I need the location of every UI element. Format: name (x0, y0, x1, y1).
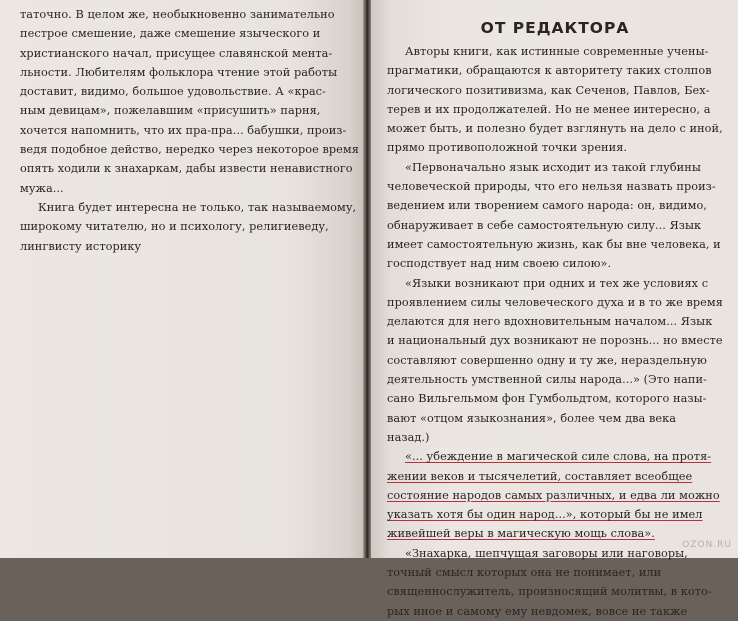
text-line: «Знахарка, шепчущая заговоры или наговоры, (405, 546, 688, 560)
left-page-text (20, 5, 359, 256)
text-line: деятельность умственной силы народа...» (Это напи- (387, 373, 707, 387)
text-line: господствует над ним своею силою». (387, 257, 612, 271)
text-line: христианского начал, присущее славянской мента- (20, 46, 333, 60)
left-page (0, 0, 363, 558)
text-line: назад.) (387, 430, 430, 444)
text-line: таточно. В целом же, необыкновенно занимательно (20, 8, 335, 21)
text-line: «Языки возникают при одних и тех же условиях с (405, 276, 709, 290)
text-line-underlined: жении веков и тысячелетий, составляет всеобщее (387, 469, 693, 483)
text-line: льности. Любителям фольклора чтение этой работы (20, 65, 338, 79)
text-line-underlined: «... убеждение в магической силе слова, на протя- (405, 450, 712, 464)
text-line: ным девицам», пожелавшим «присушить» парня, (20, 104, 321, 118)
text-line: делаются для него вдохновительным началом... Язык (387, 315, 713, 329)
text-line: пестрое смешение, даже смешение языческого и (20, 27, 321, 41)
text-line: Книга будет интересна не только, так называемому, (38, 200, 357, 214)
right-page-text (387, 6, 723, 621)
text-line: ведя подобное действо, нередко через некоторое время (20, 143, 359, 157)
text-line: ведением или творением самого народа: он, видимо, (387, 199, 707, 213)
text-line: точный смысл которых она не понимает, или (387, 566, 662, 580)
text-line: обнаруживает в себе самостоятельную силу... Язык (387, 218, 702, 232)
watermark: OZON.RU (682, 540, 732, 550)
text-line: священнослужитель, произносящий молитвы, в кото- (387, 585, 712, 599)
text-line: лингвисту историку (20, 239, 142, 253)
text-line: прагматики, обращаются к авторитету таких столпов (387, 64, 712, 78)
text-line: опять ходили к знахаркам, дабы извести ненавистного (20, 162, 353, 176)
text-line: сано Вильгельмом фон Гумбольдтом, которого назы- (387, 392, 707, 406)
text-line: Авторы книги, как истинные современные учены- (405, 45, 709, 58)
text-line: логического позитивизма, как Сеченов, Павлов, Бех- (387, 83, 710, 97)
text-line: хочется напомнить, что их пра-пра... бабушки, произ- (20, 123, 347, 137)
text-line-underlined: живейшей веры в магическую мощь слова». (387, 527, 655, 541)
text-line: вают «отцом языкознания», более чем два века (387, 411, 676, 425)
text-line: может быть, и полезно будет взглянуть на дело с иной, (387, 122, 723, 136)
text-line: «Первоначально язык исходит из такой глубины (405, 160, 701, 174)
text-line: человеческой природы, что его нельзя назвать произ- (387, 180, 716, 194)
text-line: составляют совершенно одну и ту же, нераздельную (387, 353, 707, 367)
text-line: доставит, видимо, большое удовольствие. А «крас- (20, 85, 326, 99)
right-page (371, 0, 738, 618)
text-line: и национальный дух возникают не порознь... но вместе (387, 334, 723, 348)
text-line: имеет самостоятельную жизнь, как бы вне человека, и (387, 237, 721, 251)
book-spine-gutter (363, 0, 371, 558)
text-line: мужа... (20, 181, 64, 195)
text-line: рых иное и самому ему невдомек, вовсе не также (387, 604, 688, 618)
text-line-underlined: состояние народов самых различных, и едва ли можно (387, 488, 720, 502)
text-line: проявлением силы человеческого духа и в то же время (387, 295, 723, 309)
chapter-heading: ОТ РЕДАКТОРА (480, 19, 630, 37)
text-line-underlined: указать хотя бы один народ...», который бы не имел (387, 508, 703, 522)
text-line: терев и их продолжателей. Но не менее интересно, а (387, 102, 711, 116)
text-line: прямо противоположной точки зрения. (387, 141, 628, 155)
text-line: широкому читателю, но и психологу, религиеведу, (20, 220, 329, 234)
